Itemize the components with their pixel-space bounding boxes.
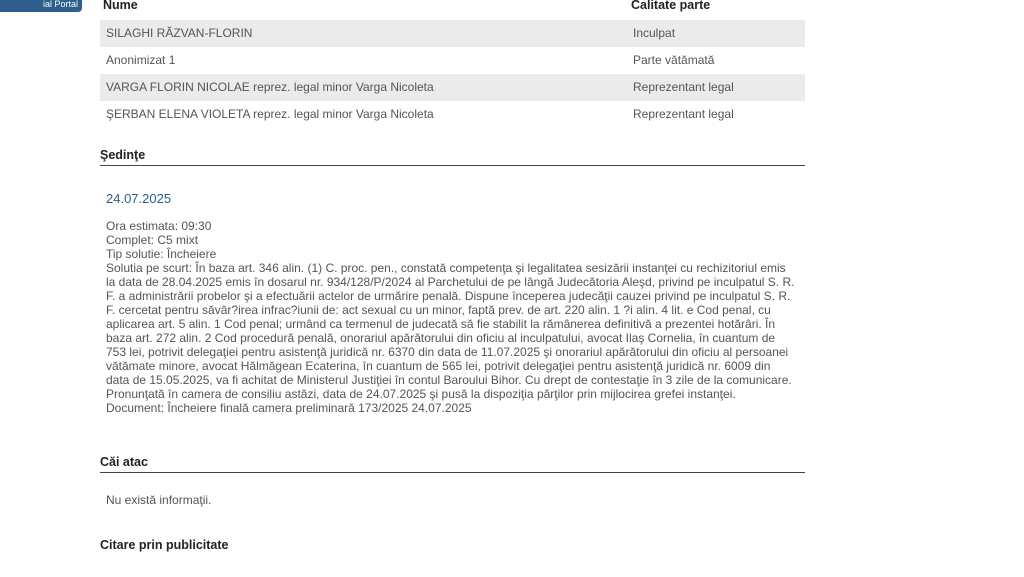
party-role: Reprezentant legal (633, 80, 734, 94)
party-role: Reprezentant legal (633, 107, 734, 121)
citare-section-title: Citare prin publicitate (100, 538, 229, 552)
case-details (100, 0, 805, 552)
session-time: Ora estimata: 09:30 (106, 219, 212, 233)
session-panel: Complet: C5 mixt (106, 233, 199, 247)
header-name: Nume (103, 0, 138, 12)
party-role: Inculpat (633, 26, 676, 40)
party-name: Anonimizat 1 (106, 53, 176, 67)
party-row (100, 74, 805, 101)
party-row (100, 101, 805, 128)
party-name: ŞERBAN ELENA VIOLETA reprez. legal minor Varga Nicoleta (106, 107, 434, 121)
portal-tab-button[interactable] (0, 0, 82, 12)
portal-tab-label: ial Portal (42, 0, 78, 9)
cai-atac-section-title: Căi atac (100, 455, 805, 473)
sedinte-section-title: Şedinţe (100, 148, 805, 166)
party-row (100, 20, 805, 47)
party-name: VARGA FLORIN NICOLAE reprez. legal minor Varga Nicoleta (106, 80, 434, 94)
session-date: 24.07.2025 (106, 191, 172, 206)
no-info-message: Nu există informaţii. (106, 493, 212, 507)
session-details (106, 219, 796, 415)
session-document: Document: Încheiere finală camera preliminară 173/2025 24.07.2025 (106, 401, 472, 415)
party-row (100, 47, 805, 74)
header-role: Calitate parte (631, 0, 711, 12)
parties-table-header (100, 0, 805, 20)
party-name: SILAGHI RĂZVAN-FLORIN (106, 26, 253, 40)
solution-type: Tip solutie: Încheiere (106, 247, 217, 261)
party-role: Parte vătămată (633, 53, 715, 67)
solution-summary: Solutia pe scurt: În baza art. 346 alin. (1) C. proc. pen., constată competenţa şi legalitatea sesizării instanţei cu rechizitoriul emis la data de 28.04.2025 emis în dosarul nr. 934/128/P/2024 al Parchetului de pe lângă Judecătoria Aleşd, privind pe inculpatul S. R. F. a administrării probelor şi a efectuării actelor de urmărire penală. Dispune începerea judecăţii cauzei privind pe inculpatul S. R. F. cercetat pentru săvâr?irea infrac?iunii de: act sexual cu un minor, faptă prev. de art. 220 alin. 1 ?i alin. 4 lit. e Cod penal, cu aplicarea art. 5 alin. 1 Cod penal; urmând ca termenul de judecată să fie stabilit la rămânerea definitivă a prezentei hotărâri. În baza art. 272 alin. 2 Cod procedură penală, onorariul apărătorului din oficiu al inculpatului, avocat Ilaş Cornelia, în cuantum de 753 lei, potrivit delegaţiei pentru asistenţă juridică nr. 6370 din data de 11.07.2025 şi onorariul apărătorului din oficiu al persoanei vătămate minore, avocat Hălmăgean Ecaterina, în cuantum de 565 lei, potrivit delegaţiei pentru asistenţă juridică nr. 6009 din data de 15.05.2025, va fi achitat de Ministerul Justiţiei în contul Baroului Bihor. Cu drept de contestaţie în 3 zile de la comunicare. Pronunţată în camera de consiliu astăzi, data de 24.07.2025 şi pusă la dispoziţia părţilor prin mijlocirea grefei instanţei. (106, 261, 795, 401)
